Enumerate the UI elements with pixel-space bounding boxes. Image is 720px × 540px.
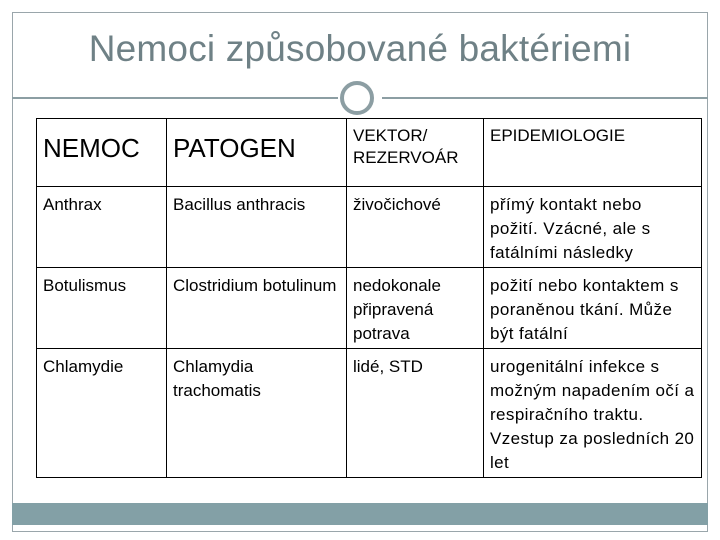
header-pathogen: PATOGEN bbox=[167, 119, 347, 187]
cell-disease: Botulismus bbox=[37, 268, 167, 349]
cell-epidemiology: přímý kontakt nebo požití. Vzácné, ale s fatálními následky bbox=[484, 187, 702, 268]
header-disease: NEMOC bbox=[37, 119, 167, 187]
table-row bbox=[37, 349, 702, 478]
table-row bbox=[37, 187, 702, 268]
title-divider-left bbox=[12, 97, 338, 99]
bacteria-table bbox=[36, 118, 702, 478]
cell-vector: živočichové bbox=[347, 187, 484, 268]
header-vector: VEKTOR/ REZERVOÁR bbox=[347, 119, 484, 187]
table-row bbox=[37, 268, 702, 349]
cell-vector: lidé, STD bbox=[347, 349, 484, 478]
table-header-row bbox=[37, 119, 702, 187]
cell-pathogen: Bacillus anthracis bbox=[167, 187, 347, 268]
header-epidemiology: EPIDEMIOLOGIE bbox=[484, 119, 702, 187]
cell-epidemiology: požití nebo kontaktem s poraněnou tkání. Může být fatální bbox=[484, 268, 702, 349]
cell-disease: Chlamydie bbox=[37, 349, 167, 478]
slide-title: Nemoci způsobované baktériemi bbox=[88, 28, 632, 69]
divider-circle-icon bbox=[340, 81, 374, 115]
cell-vector: nedokonale připravená potrava bbox=[347, 268, 484, 349]
cell-disease: Anthrax bbox=[37, 187, 167, 268]
cell-epidemiology: urogenitální infekce s možným napadením očí a respiračního traktu. Vzestup za posledních 20 let bbox=[484, 349, 702, 478]
footer-band bbox=[12, 503, 708, 525]
cell-pathogen: Chlamydia trachomatis bbox=[167, 349, 347, 478]
title-divider-right bbox=[382, 97, 708, 99]
cell-pathogen: Clostridium botulinum bbox=[167, 268, 347, 349]
